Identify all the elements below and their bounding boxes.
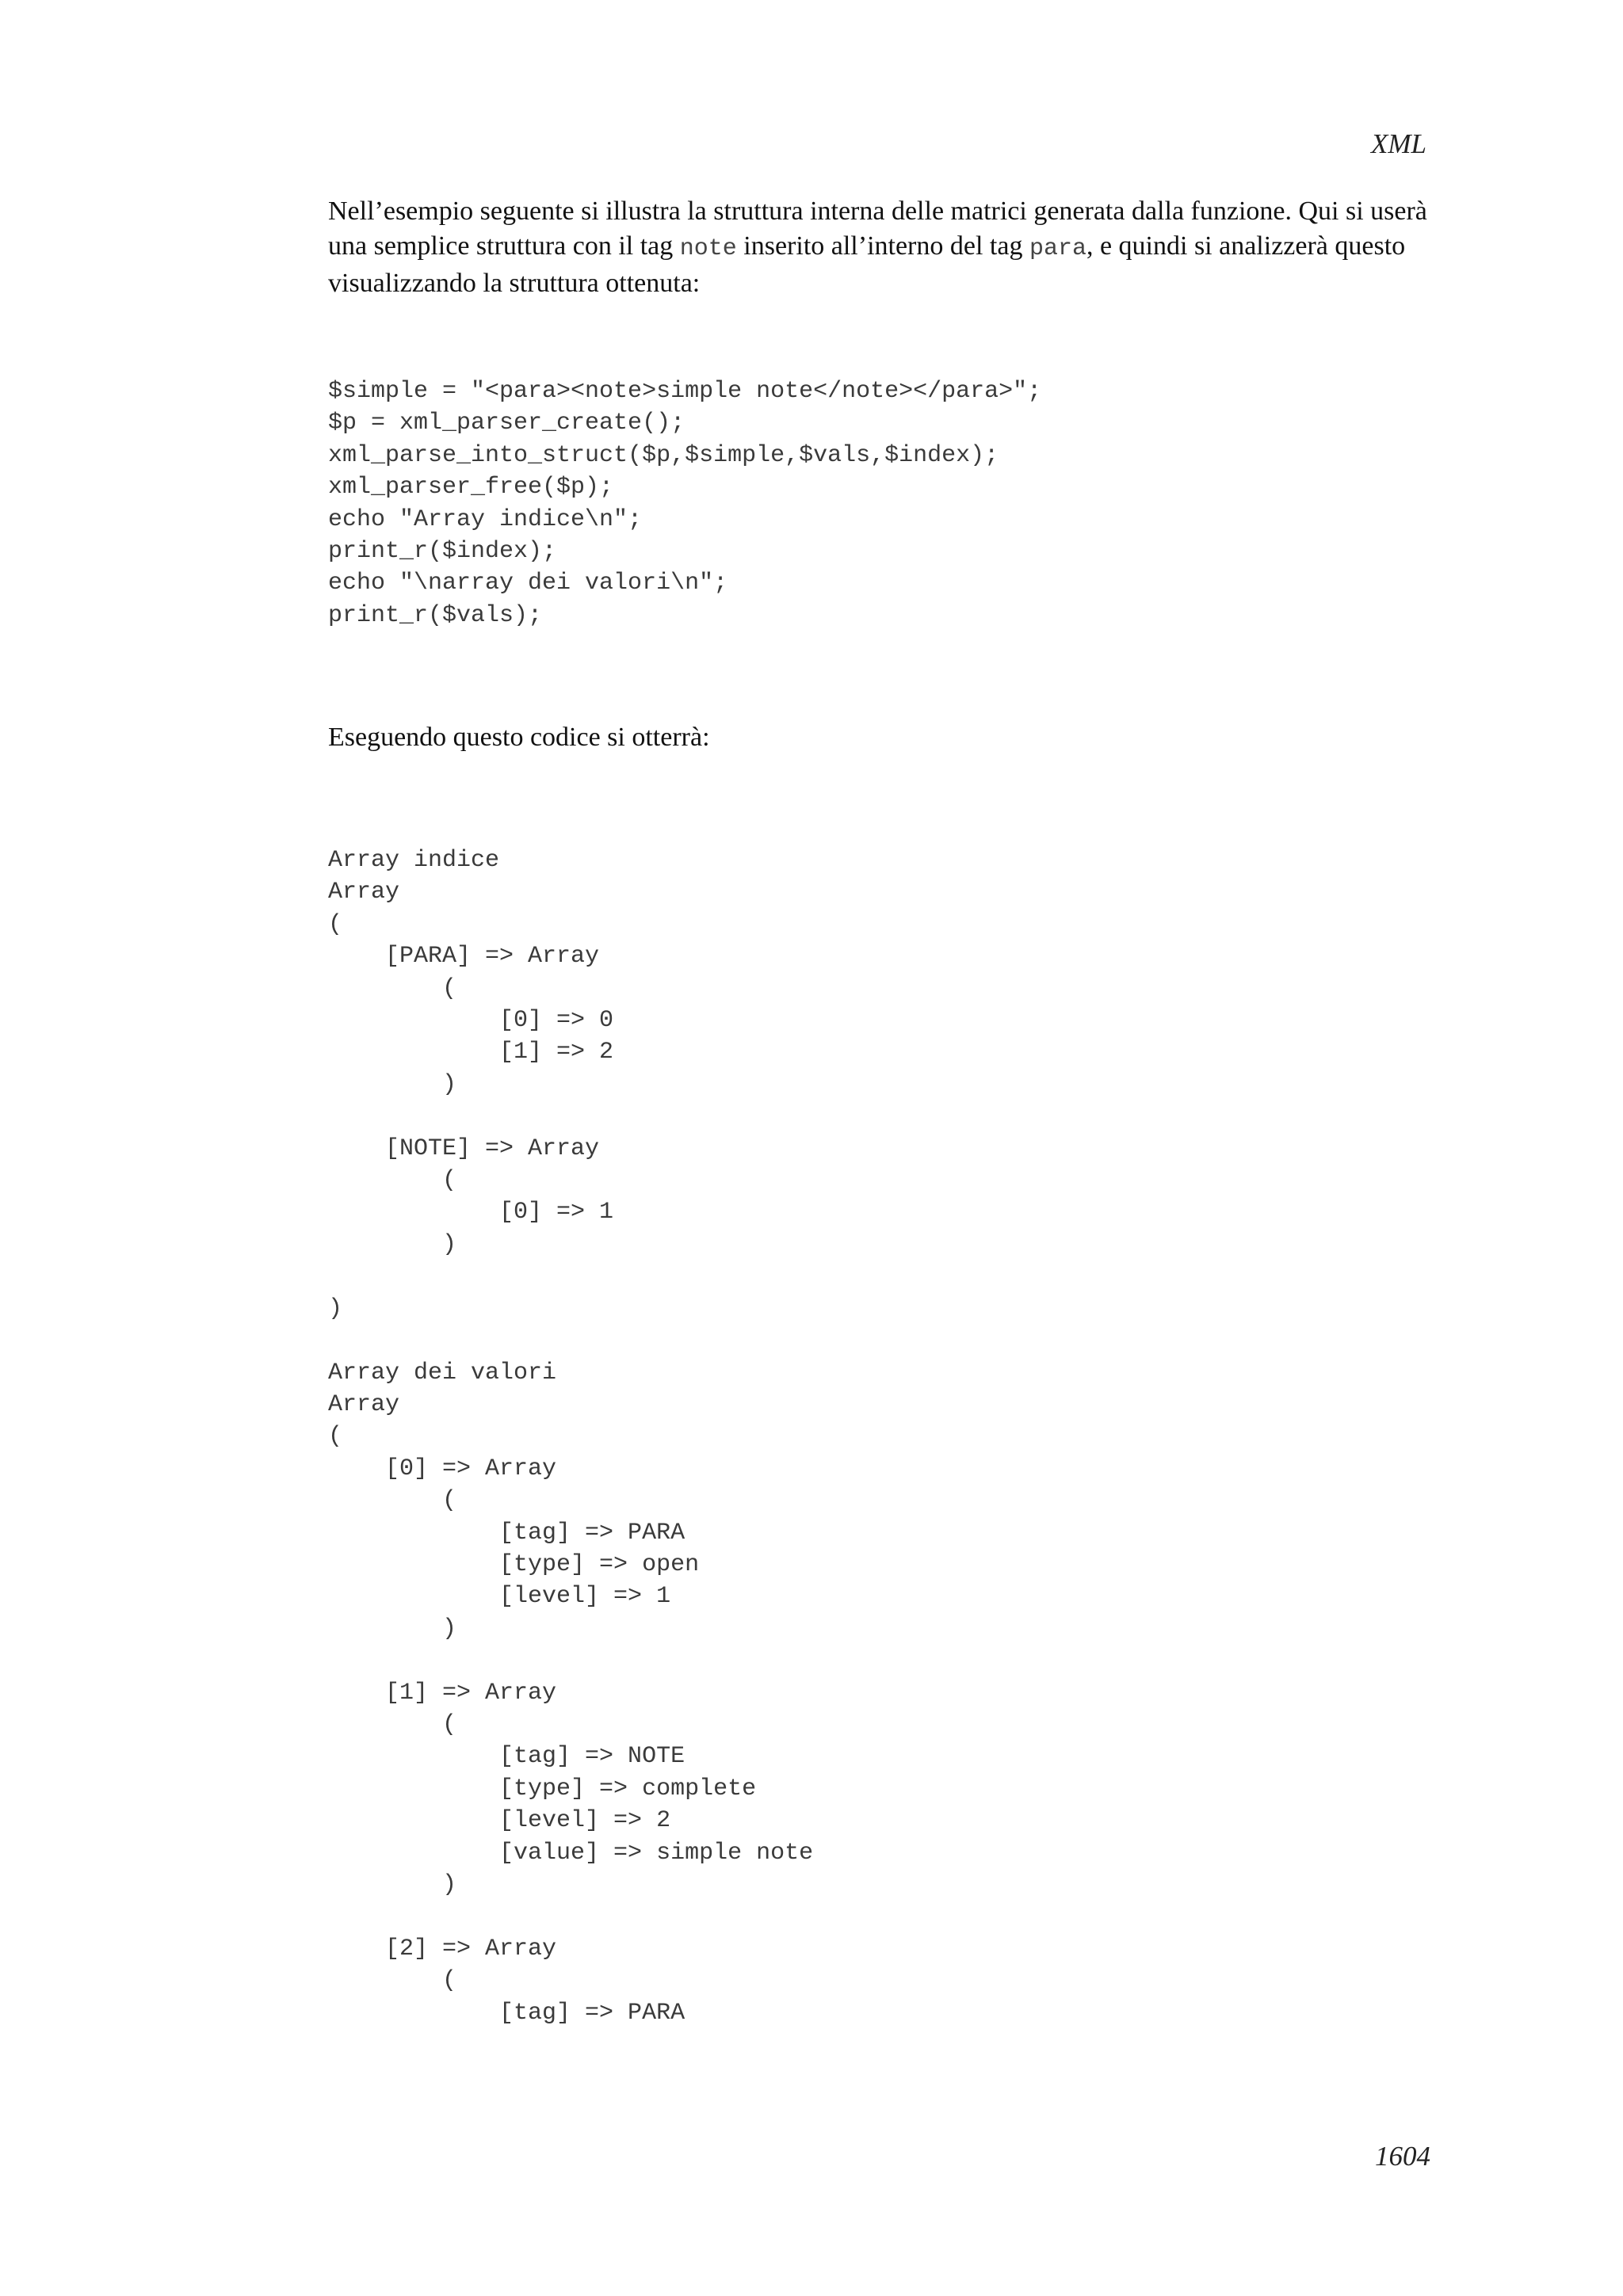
code-line: [tag] => PARA — [328, 1519, 685, 1547]
intro-text-1: Nell’esempio seguente si illustra la struttura interna delle matrici generata dalla funzione. Qui si userà una semplice struttura con il tag — [328, 196, 1427, 261]
code-line: ) — [328, 1295, 343, 1322]
code-line: xml_parse_into_struct($p,$simple,$vals,$index); — [328, 441, 999, 469]
code-line: Array — [328, 879, 400, 906]
code-line: ( — [328, 1423, 343, 1451]
intro-text-2: inserito all’interno del tag — [736, 231, 1029, 261]
code-line: [value] => simple note — [328, 1839, 814, 1867]
running-header: XML — [1371, 128, 1426, 159]
code-line: $p = xml_parser_create(); — [328, 410, 685, 437]
code-line: [PARA] => Array — [328, 943, 600, 971]
code-line: [tag] => PARA — [328, 1999, 685, 2027]
code-line: print_r($vals); — [328, 601, 543, 629]
code-line: [level] => 1 — [328, 1583, 671, 1611]
code-line: [level] => 2 — [328, 1807, 671, 1835]
code-line: [NOTE] => Array — [328, 1135, 600, 1162]
code-line: ( — [328, 1967, 457, 1995]
code-line: [1] => Array — [328, 1679, 557, 1707]
page-number: 1604 — [1375, 2141, 1430, 2172]
code-line: [type] => open — [328, 1550, 700, 1578]
code-line: echo "\narray dei valori\n"; — [328, 570, 728, 597]
code-line: ( — [328, 1711, 457, 1738]
code-line: ) — [328, 1070, 457, 1098]
code-line: ) — [328, 1615, 457, 1642]
code-line: ( — [328, 974, 457, 1002]
intro-paragraph — [328, 194, 1430, 301]
code-line: echo "Array indice\n"; — [328, 505, 643, 533]
code-line: [type] => complete — [328, 1775, 757, 1802]
code-line: Array indice — [328, 847, 500, 874]
inline-code-para: para — [1029, 235, 1086, 262]
code-line: [0] => 1 — [328, 1199, 614, 1226]
lead-paragraph: Eseguendo questo codice si otterrà: — [328, 723, 710, 752]
code-line: xml_parser_free($p); — [328, 474, 614, 502]
inline-code-note: note — [679, 235, 737, 262]
code-line: print_r($index); — [328, 538, 557, 566]
code-line: $simple = "<para><note>simple note</note></para>"; — [328, 378, 1042, 405]
code-line: ( — [328, 910, 343, 938]
code-line: [0] => 0 — [328, 1007, 614, 1035]
code-line: Array — [328, 1390, 400, 1418]
code-line: ( — [328, 1167, 457, 1195]
intro-text-3: , e quindi si analizzerà questo visualizzando la struttura ottenuta: — [328, 231, 1406, 298]
code-line: ( — [328, 1487, 457, 1515]
code-line: ) — [328, 1871, 457, 1898]
code-line: [0] => Array — [328, 1455, 557, 1482]
code-line: Array dei valori — [328, 1359, 557, 1386]
code-line: [1] => 2 — [328, 1039, 614, 1066]
code-sample-block — [328, 376, 1041, 631]
code-output-block — [328, 845, 813, 2029]
code-line: [tag] => NOTE — [328, 1743, 685, 1771]
code-line: ) — [328, 1230, 457, 1258]
code-line: [2] => Array — [328, 1935, 557, 1962]
